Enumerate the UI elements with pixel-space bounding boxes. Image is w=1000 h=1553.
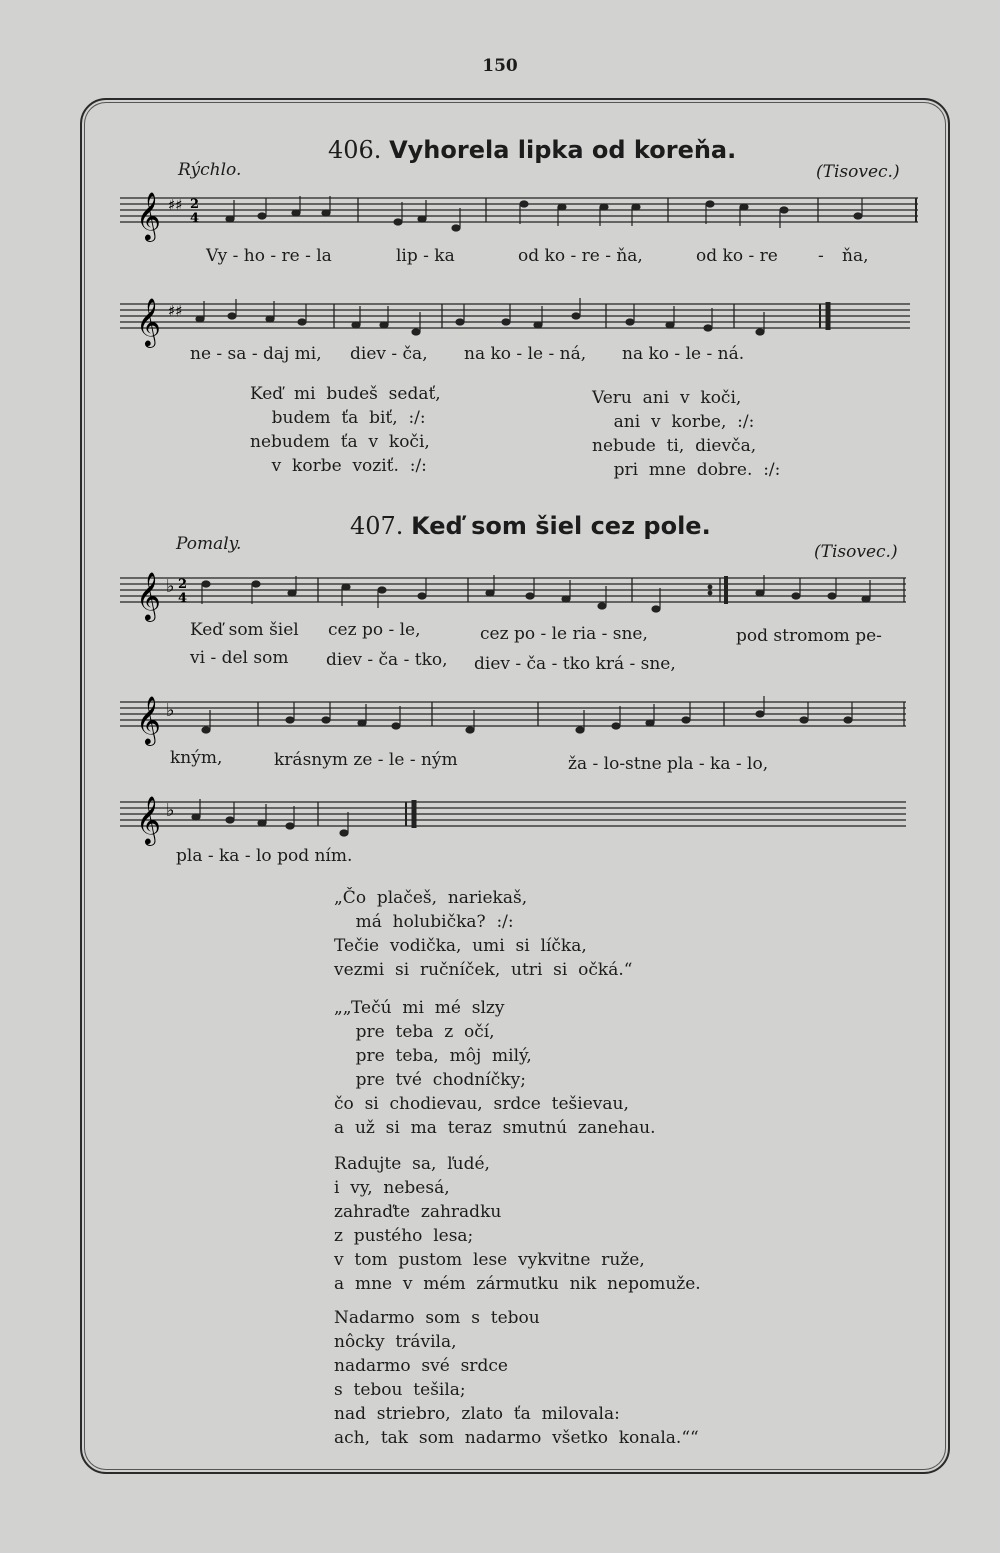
lyric-406-2c: na ko - le - ná, xyxy=(464,344,587,364)
song-406-staff-2 xyxy=(120,292,920,352)
song-407-origin: (Tisovec.) xyxy=(814,542,898,562)
key-signature-flat: ♭ xyxy=(166,576,175,597)
lyric-407-3b: krásnym ze - le - ným xyxy=(274,750,458,770)
lyric-406-1e: - xyxy=(818,246,824,266)
song-407-staff-2 xyxy=(120,690,920,750)
lyric-406-1a: Vy - ho - re - la xyxy=(206,246,332,266)
lyric-407-2a: vi - del som xyxy=(190,648,289,668)
song-407-tempo: Pomaly. xyxy=(176,534,242,554)
lyric-407-1d: pod stromom pe- xyxy=(736,626,882,646)
song-406-origin: (Tisovec.) xyxy=(816,162,900,182)
treble-clef-icon: 𝄞 xyxy=(136,191,161,240)
lyric-406-2b: diev - ča, xyxy=(350,344,428,364)
song-406-name: Vyhorela lipka od koreňa. xyxy=(389,136,737,164)
lyric-407-1a: Keď som šiel xyxy=(190,620,299,640)
key-signature-flat: ♭ xyxy=(166,800,175,821)
song-406-verse-left: Keď mi budeš sedať, budem ťa biť, :/: nebudem ťa v koči, v korbe voziť. :/: xyxy=(250,384,441,476)
key-signature-flat: ♭ xyxy=(166,700,175,721)
song-407-staff-3 xyxy=(120,790,920,850)
key-signature-sharps: ♯♯ xyxy=(168,302,183,320)
song-407-title xyxy=(350,512,711,540)
song-407-stanza-1: „Čo plačeš, nariekaš, má holubička? :/: Tečie vodička, umi si líčka, vezmi si ručníček, utri si očká.“ xyxy=(334,888,633,980)
lyric-407-4a: pla - ka - lo pod ním. xyxy=(176,846,353,866)
treble-clef-icon: 𝄞 xyxy=(136,297,161,346)
song-406-number: 406. xyxy=(328,136,382,164)
lyric-406-2d: na ko - le - ná. xyxy=(622,344,745,364)
time-signature-top: 2 xyxy=(178,577,188,592)
song-407-stanza-4: Nadarmo som s tebou nôcky trávila, nadarmo své srdce s tebou tešila; nad striebro, zlato ťa milovala: ach, tak som nadarmo všetko konala.““ xyxy=(334,1308,699,1448)
treble-clef-icon: 𝄞 xyxy=(136,695,161,744)
song-407-stanza-3: Radujte sa, ľudé, i vy, nebesá, zahraďte zahradku z pustého lesa; v tom pustom lese vykvitne ruže, a mne v mém zármutku nik nepomuže. xyxy=(334,1154,701,1294)
treble-clef-icon: 𝄞 xyxy=(136,795,161,844)
time-signature-top: 2 xyxy=(190,197,200,212)
lyric-406-1d: od ko - re xyxy=(696,246,778,266)
time-signature-bottom: 4 xyxy=(190,211,200,226)
key-signature-sharps: ♯♯ xyxy=(168,196,183,214)
lyric-406-1f: ňa, xyxy=(842,246,869,266)
song-406-staff-1 xyxy=(120,186,920,246)
time-signature-bottom: 4 xyxy=(178,591,188,606)
lyric-406-1b: lip - ka xyxy=(396,246,455,266)
song-407-number: 407. xyxy=(350,512,404,540)
lyric-407-2c: diev - ča - tko krá - sne, xyxy=(474,654,676,674)
lyric-406-2a: ne - sa - daj mi, xyxy=(190,344,322,364)
lyric-406-1c: od ko - re - ňa, xyxy=(518,246,643,266)
lyric-407-1b: cez po - le, xyxy=(328,620,421,640)
treble-clef-icon: 𝄞 xyxy=(136,571,161,620)
song-406-tempo: Rýchlo. xyxy=(178,160,242,180)
lyric-407-1c: cez po - le ria - sne, xyxy=(480,624,648,644)
song-407-staff-1 xyxy=(120,566,920,626)
song-407-stanza-2: „„Tečú mi mé slzy pre teba z očí, pre teba, môj milý, pre tvé chodníčky; čo si chodievau, srdce tešievau, a už si ma teraz smutnú zanehau. xyxy=(334,998,656,1138)
song-406-verse-right: Veru ani v koči, ani v korbe, :/: nebude ti, dievča, pri mne dobre. :/: xyxy=(592,388,781,480)
lyric-407-2b: diev - ča - tko, xyxy=(326,650,448,670)
song-406-title xyxy=(328,136,736,164)
lyric-407-3c: ža - lo-stne pla - ka - lo, xyxy=(568,754,769,774)
page-number: 150 xyxy=(482,56,518,76)
lyric-407-3a: kným, xyxy=(170,748,223,768)
song-407-name: Keď som šiel cez pole. xyxy=(411,512,711,540)
